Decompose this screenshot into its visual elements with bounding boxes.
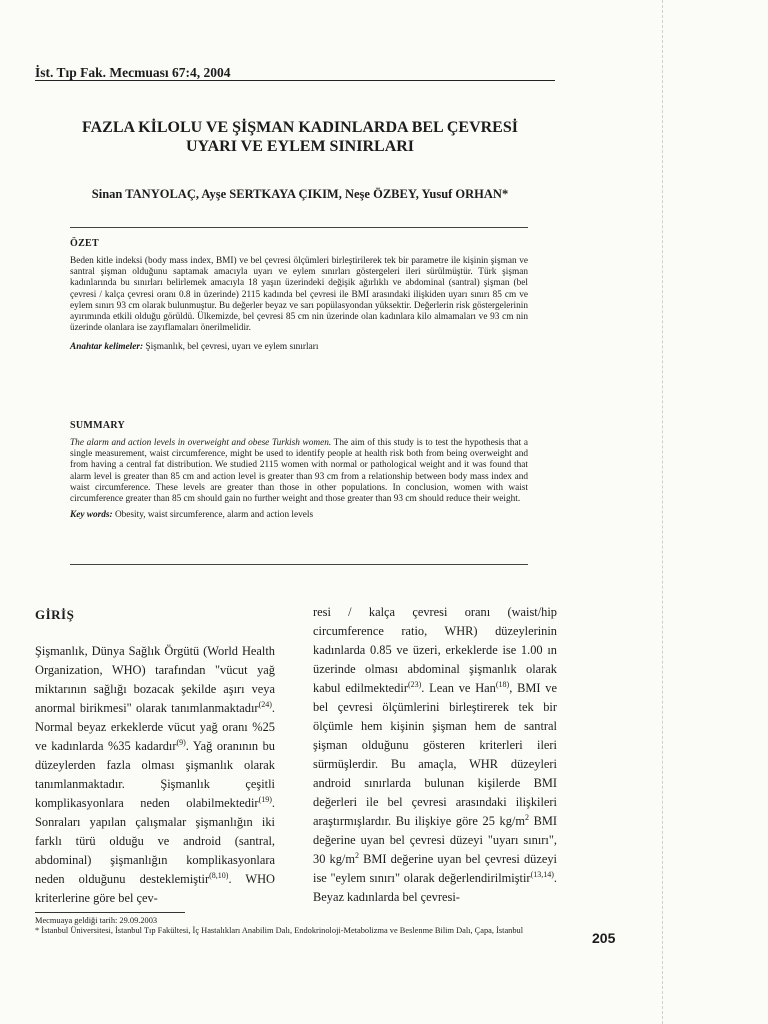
- page-edge-rule: [662, 0, 663, 1024]
- footnote: [35, 916, 555, 936]
- summary-body: The aim of this study is to test the hypothesis that a single measurement, waist circumference, might be used to identify people at health risk both from being overweight and from having a central fat distribution. We studied 2115 women with normal or pathological weight and it was found that alarm level is greater than 85 cm and action level is greater than 93 cm from a relationship between body mass index and waist circumference. These levels are greater than those in other populations. In conclusion, women with waist circumference greater than 85 cm should gain no further weight and those greater than 93 cm should reduce their weight.: [70, 438, 529, 505]
- citation: (19): [258, 794, 272, 804]
- right-text-part: BMI değerine uyan bel çevresi düzeyi ise "eylem sınırı" olarak değerlendirilmiştir: [313, 852, 557, 885]
- right-text-part: resi / kalça çevresi oranı (waist/hip circumference ratio, WHR) düzeylerinin kadınlarda 0.85 ve üzeri, erkeklerde ise 1.00 ın üzerinde olması abdominal şişmanlık olarak kabul edilmektedir: [313, 605, 557, 695]
- section-heading-giris: GİRİŞ: [35, 607, 75, 622]
- superscript: 2: [354, 850, 359, 860]
- affiliation: * İstanbul Üniversitesi, İstanbul Tıp Fakültesi, İç Hastalıkları Anabilim Dalı, Endokrinoloji-Metabolizma ve Beslenme Bilim Dalı, Çapa, İstanbul: [35, 926, 524, 935]
- body-right-column: [313, 603, 557, 907]
- abstract-top-rule: [70, 227, 528, 228]
- ozet-keywords: [70, 342, 528, 352]
- page-number: 205: [592, 930, 616, 946]
- summary-keywords-label: Key words:: [70, 510, 113, 521]
- left-text-part: . Normal beyaz erkeklerde vücut yağ oranı %25 ve kadınlarda %35 kadardır: [35, 701, 275, 753]
- citation: (8,10): [209, 870, 229, 880]
- superscript: 2: [524, 812, 529, 822]
- right-text-part: . Lean ve Han: [421, 681, 496, 695]
- right-text-part: BMI değerine uyan bel çevresi düzeyi "uyarı sınırı", 30 kg/m: [313, 814, 557, 866]
- ozet-text: Beden kitle indeksi (body mass index, BMI) ve bel çevresi ölçümleri birleştirilerek tek bir parametre ile kişinin şişman ve santral şişman olduğunu saptamak amacıyla uyarı ve eylem sınırları göstergeleri ileri sürülmüştür. Türk şişman kadınlarında bu sınırları belirlemek amacıyla 18 yaşın üzerindeki değişik ağırlıklı ve abdominal (santral) şişman (bel çevresi / kalça çevresi oranı 0.8 in üzerinde) 2115 kadında bel çevresi ile BMI arasındaki ilişkiden uyarı sınırı 85 cm ve eylem sınırı 93 cm olarak bulunmuştur. Bu değerler beyaz ve sarı popülasyondan yüksektir. Değerlerin risk göstergelerinin ayırımında etkili olduğu görüldü. Ülkemizde, bel çevresi 85 cm nin üzerinde olan kadınlara kilo almamaları ve 93 cm nin üzerinde olanlara ise zayıflamaları önerilmelidir.: [70, 256, 528, 334]
- abstract-bottom-rule: [70, 564, 528, 565]
- left-text-part: Şişmanlık, Dünya Sağlık Örgütü (World Health Organization, WHO) tarafından "vücut yağ miktarının sağlığı bozacak şekilde aşırı veya anormal birikmesi" olarak tanımlanmaktadır: [35, 644, 275, 715]
- ozet-block: [70, 238, 528, 352]
- right-column-text: [313, 603, 557, 907]
- journal-header: İst. Tıp Fak. Mecmuası 67:4, 2004: [35, 65, 231, 80]
- author-list: Sinan TANYOLAÇ, Ayşe SERTKAYA ÇIKIM, Neşe ÖZBEY, Yusuf ORHAN*: [91, 187, 509, 201]
- left-text-part: . WHO kriterlerine göre bel çev-: [35, 872, 275, 905]
- citation: (23): [407, 679, 422, 689]
- summary-block: [70, 420, 528, 520]
- summary-keywords-text: Obesity, waist sircumference, alarm and action levels: [114, 510, 314, 521]
- citation: (24): [258, 699, 272, 709]
- ozet-keywords-label: Anahtar kelimeler:: [70, 342, 144, 353]
- title-line-2: UYARI VE EYLEM SINIRLARI: [185, 138, 415, 155]
- citation: (9): [176, 737, 186, 747]
- article-title: [20, 118, 580, 156]
- right-text-part: , BMI ve bel çevresi ölçümlerini birleştirerek tek bir ölçümle hem kişinin şişman hem de santral şişman olduğunu gösteren kriterleri ileri sürmüşlerdir. Bu amaçla, WHR düzeyleri android sınırlarda bulunan kişilerde BMI değerleri ile bel çevresi arasındaki ilişkileri araştırmışlardır. Bu ilişkiye göre 25 kg/m: [313, 681, 557, 828]
- footnote-rule: [35, 912, 185, 913]
- ozet-keywords-text: Şişmanlık, bel çevresi, uyarı ve eylem sınırları: [145, 342, 319, 353]
- left-text-part: . Sonraları yapılan çalışmalar şişmanlığın iki farklı türü olduğu ve android (santral, abdominal) şişmanlığın komplikasyonlara neden olduğunu desteklemiştir: [35, 796, 275, 886]
- summary-keywords: [70, 510, 528, 520]
- citation: (13,14): [530, 869, 554, 879]
- summary-heading: SUMMARY: [70, 420, 126, 431]
- ozet-heading: ÖZET: [70, 238, 99, 249]
- body-left-column: [35, 642, 275, 908]
- summary-title: The alarm and action levels in overweight and obese Turkish women.: [70, 438, 332, 448]
- left-column-text: [35, 642, 275, 908]
- right-text-part: . Beyaz kadınlarda bel çevresi-: [313, 871, 557, 904]
- title-line-1: FAZLA KİLOLU VE ŞİŞMAN KADINLARDA BEL ÇEVRESİ: [82, 119, 518, 136]
- citation: (18): [495, 679, 510, 689]
- header-rule: [35, 80, 555, 81]
- received-date: Mecmuaya geldiği tarih: 29.09.2003: [35, 916, 158, 925]
- summary-text: [70, 438, 528, 505]
- left-text-part: . Yağ oranının bu düzeylerden fazla olması şişmanlık olarak tanımlanmaktadır. Şişmanlık çeşitli komplikasyonlara neden olabilmektedir: [35, 739, 275, 810]
